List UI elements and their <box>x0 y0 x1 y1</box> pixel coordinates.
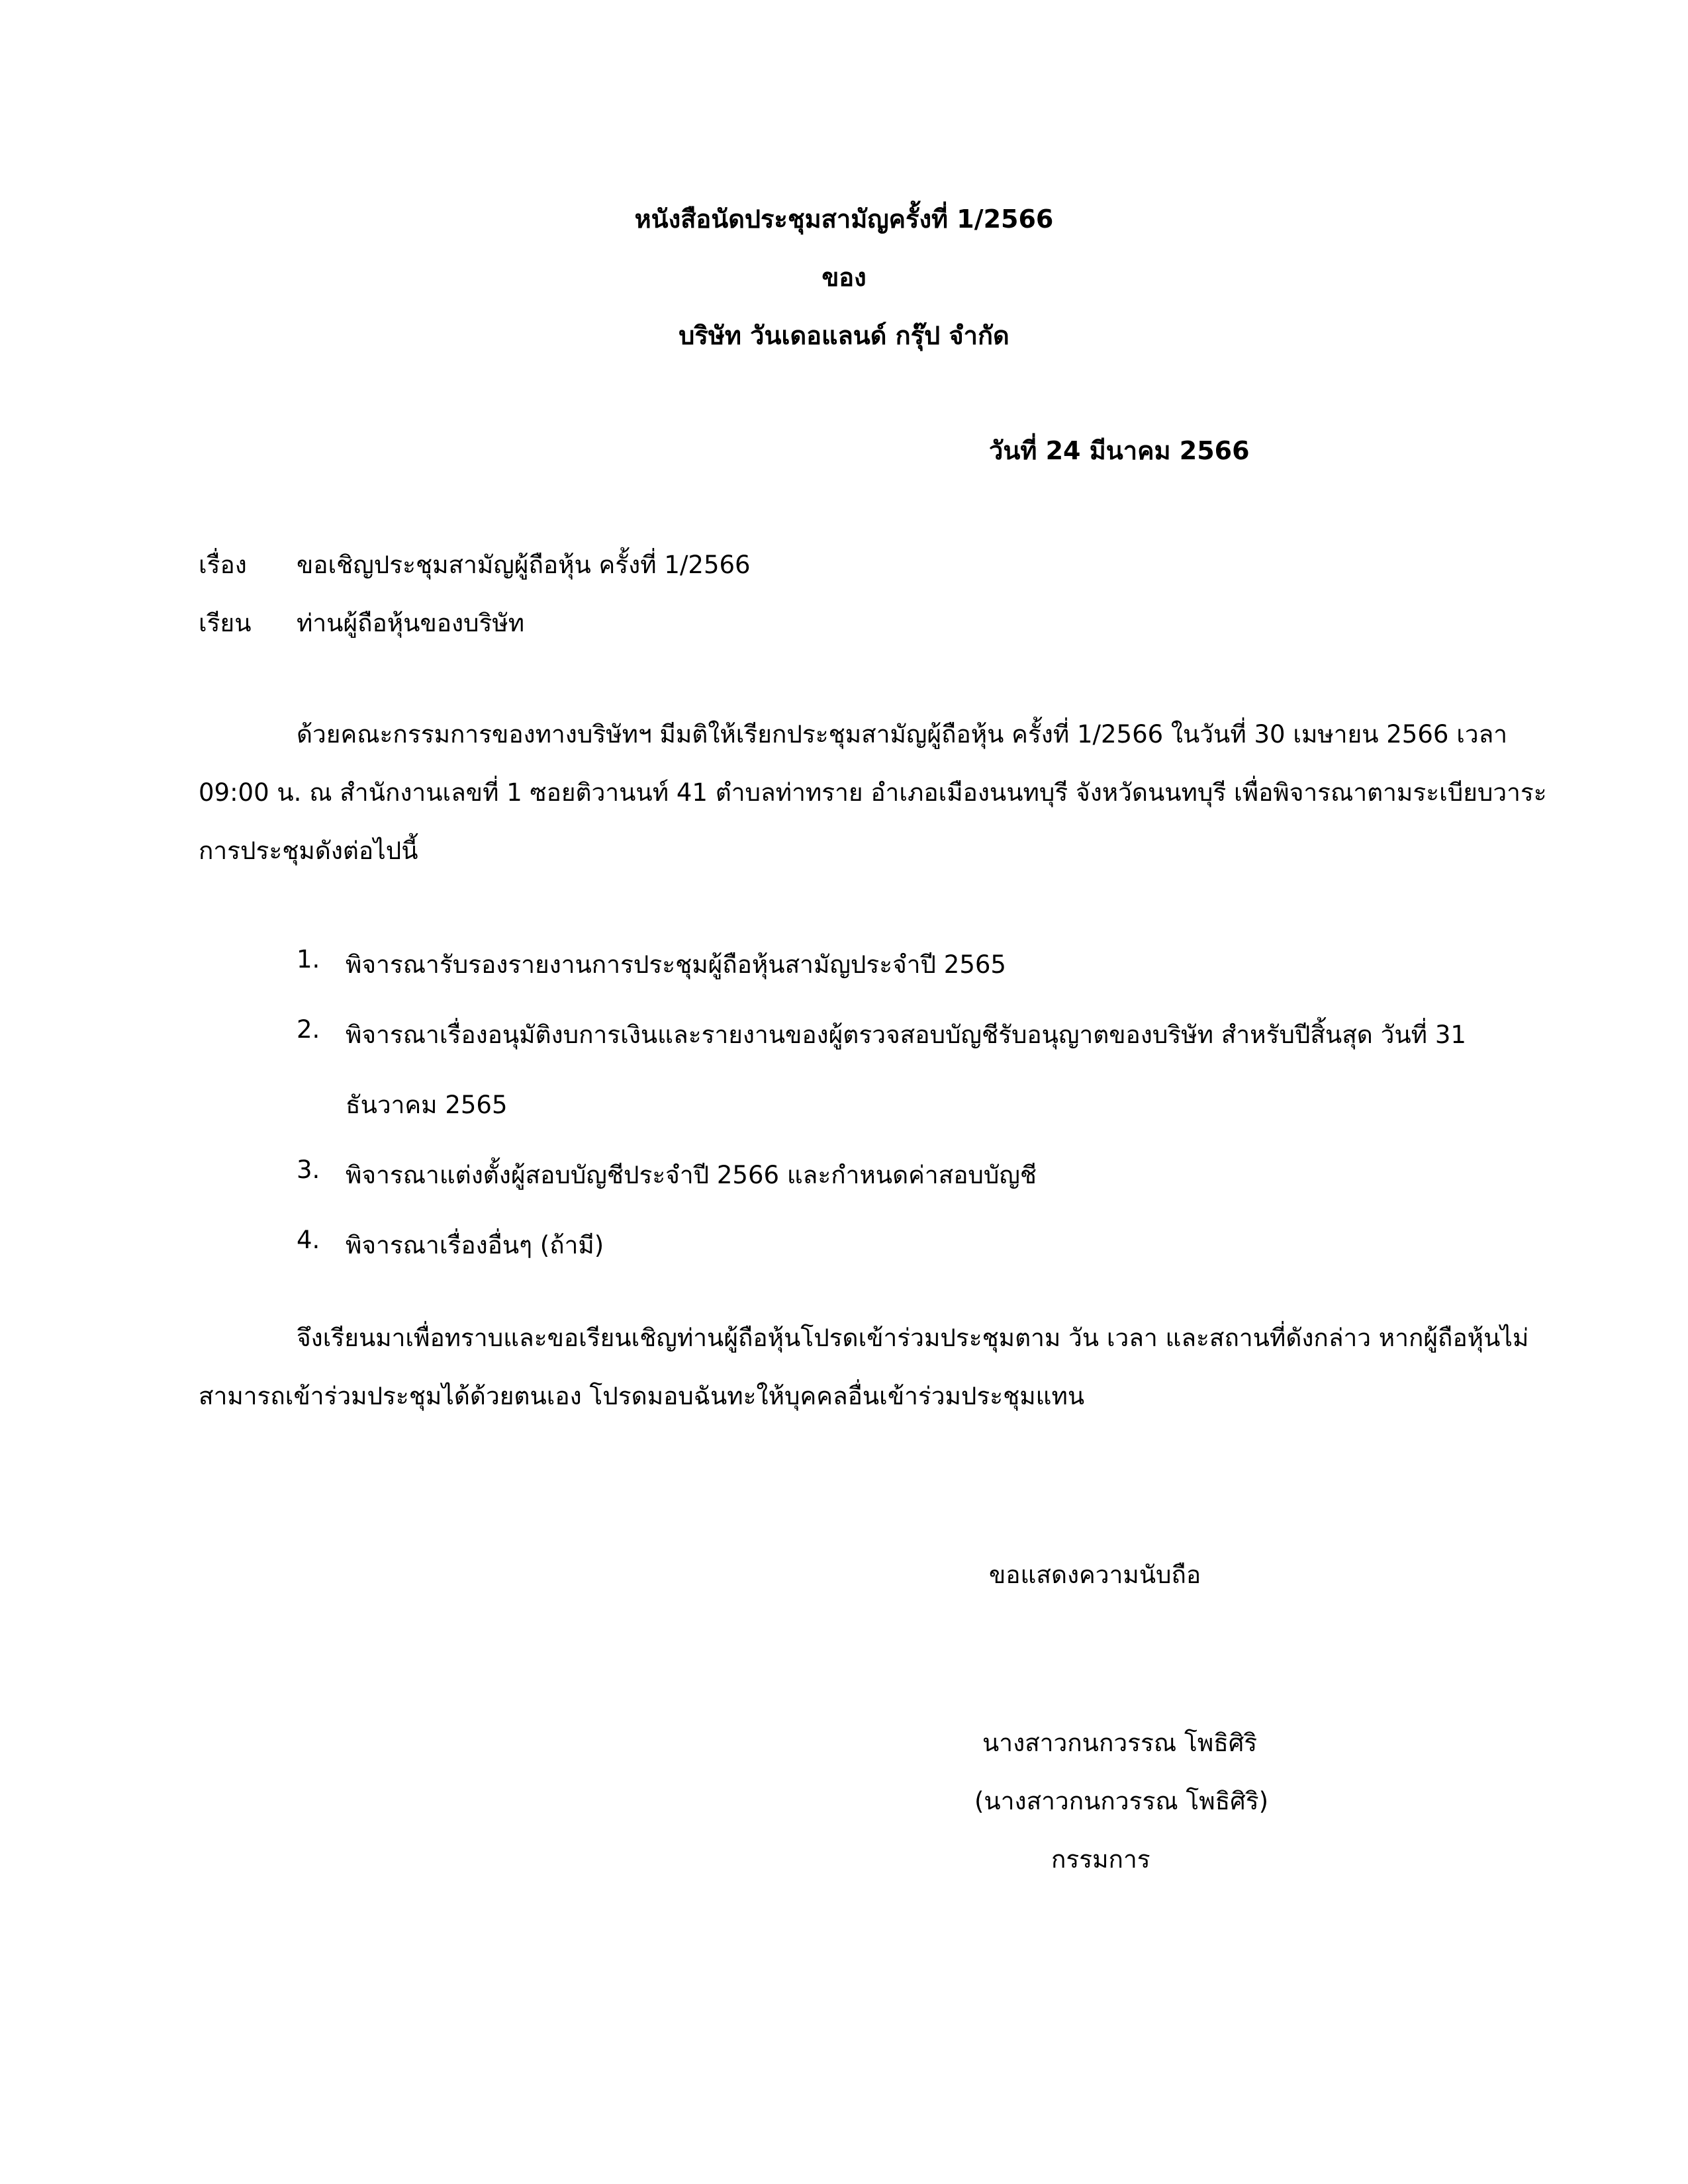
agenda-item-4-number: 4. <box>297 1226 320 1254</box>
agenda-item-3-text: พิจารณาแต่งตั้งผู้สอบบัญชีประจำปี 2566 และกำหนดค่าสอบบัญชี <box>346 1161 1037 1189</box>
to-label: เรียน <box>199 609 252 637</box>
agenda-item-2-text-cont: ธันวาคม 2565 <box>346 1091 508 1119</box>
closing-line-2: สามารถเข้าร่วมประชุมได้ด้วยตนเอง โปรดมอบฉันทะให้บุคคลอื่นเข้าร่วมประชุมแทน <box>199 1382 1085 1410</box>
agenda-item-1-text: พิจารณารับรองรายงานการประชุมผู้ถือหุ้นสามัญประจำปี 2565 <box>346 950 1006 979</box>
signer-name-parenthesized: (นางสาวกนกวรรณ โพธิศิริ) <box>974 1787 1269 1815</box>
signer-position: กรรมการ <box>1051 1845 1150 1874</box>
signer-name: นางสาวกนกวรรณ โพธิศิริ <box>982 1729 1258 1757</box>
document-title: หนังสือนัดประชุมสามัญครั้งที่ 1/2566 <box>634 205 1054 234</box>
agenda-item-2-number: 2. <box>297 1015 320 1044</box>
document-date: วันที่ 24 มีนาคม 2566 <box>989 436 1250 465</box>
agenda-item-1-number: 1. <box>297 945 320 974</box>
agenda-item-2-text: พิจารณาเรื่องอนุมัติงบการเงินและรายงานของผู้ตรวจสอบบัญชีรับอนุญาตของบริษัท สำหรับปีสิ้นสุด วันที่ 31 <box>346 1021 1466 1049</box>
intro-line-3: การประชุมดังต่อไปนี้ <box>199 837 418 865</box>
agenda-item-4-text: พิจารณาเรื่องอื่นๆ (ถ้ามี) <box>346 1231 604 1259</box>
subject-text: ขอเชิญประชุมสามัญผู้ถือหุ้น ครั้งที่ 1/2566 <box>297 551 751 579</box>
to-text: ท่านผู้ถือหุ้นของบริษัท <box>297 609 525 637</box>
intro-line-1: ด้วยคณะกรรมการของทางบริษัทฯ มีมติให้เรียกประชุมสามัญผู้ถือหุ้น ครั้งที่ 1/2566 ในวันที่ 30 เมษายน 2566 เวลา <box>297 720 1508 749</box>
subject-label: เรื่อง <box>199 551 247 579</box>
document-title-of: ของ <box>821 263 867 292</box>
company-name: บริษัท วันเดอแลนด์ กรุ๊ป จำกัด <box>679 321 1009 350</box>
agenda-item-3-number: 3. <box>297 1156 320 1184</box>
closing-line-1: จึงเรียนมาเพื่อทราบและขอเรียนเชิญท่านผู้ถือหุ้นโปรดเข้าร่วมประชุมตาม วัน เวลา และสถานที่ดังกล่าว หากผู้ถือหุ้นไม่ <box>297 1324 1529 1352</box>
intro-line-2: 09:00 น. ณ สำนักงานเลขที่ 1 ซอยติวานนท์ 41 ตำบลท่าทราย อำเภอเมืองนนทบุรี จังหวัดนนทบุรี เพื่อพิจารณาตามระเบียบวาระ <box>199 778 1547 807</box>
regards-text: ขอแสดงความนับถือ <box>989 1561 1201 1589</box>
